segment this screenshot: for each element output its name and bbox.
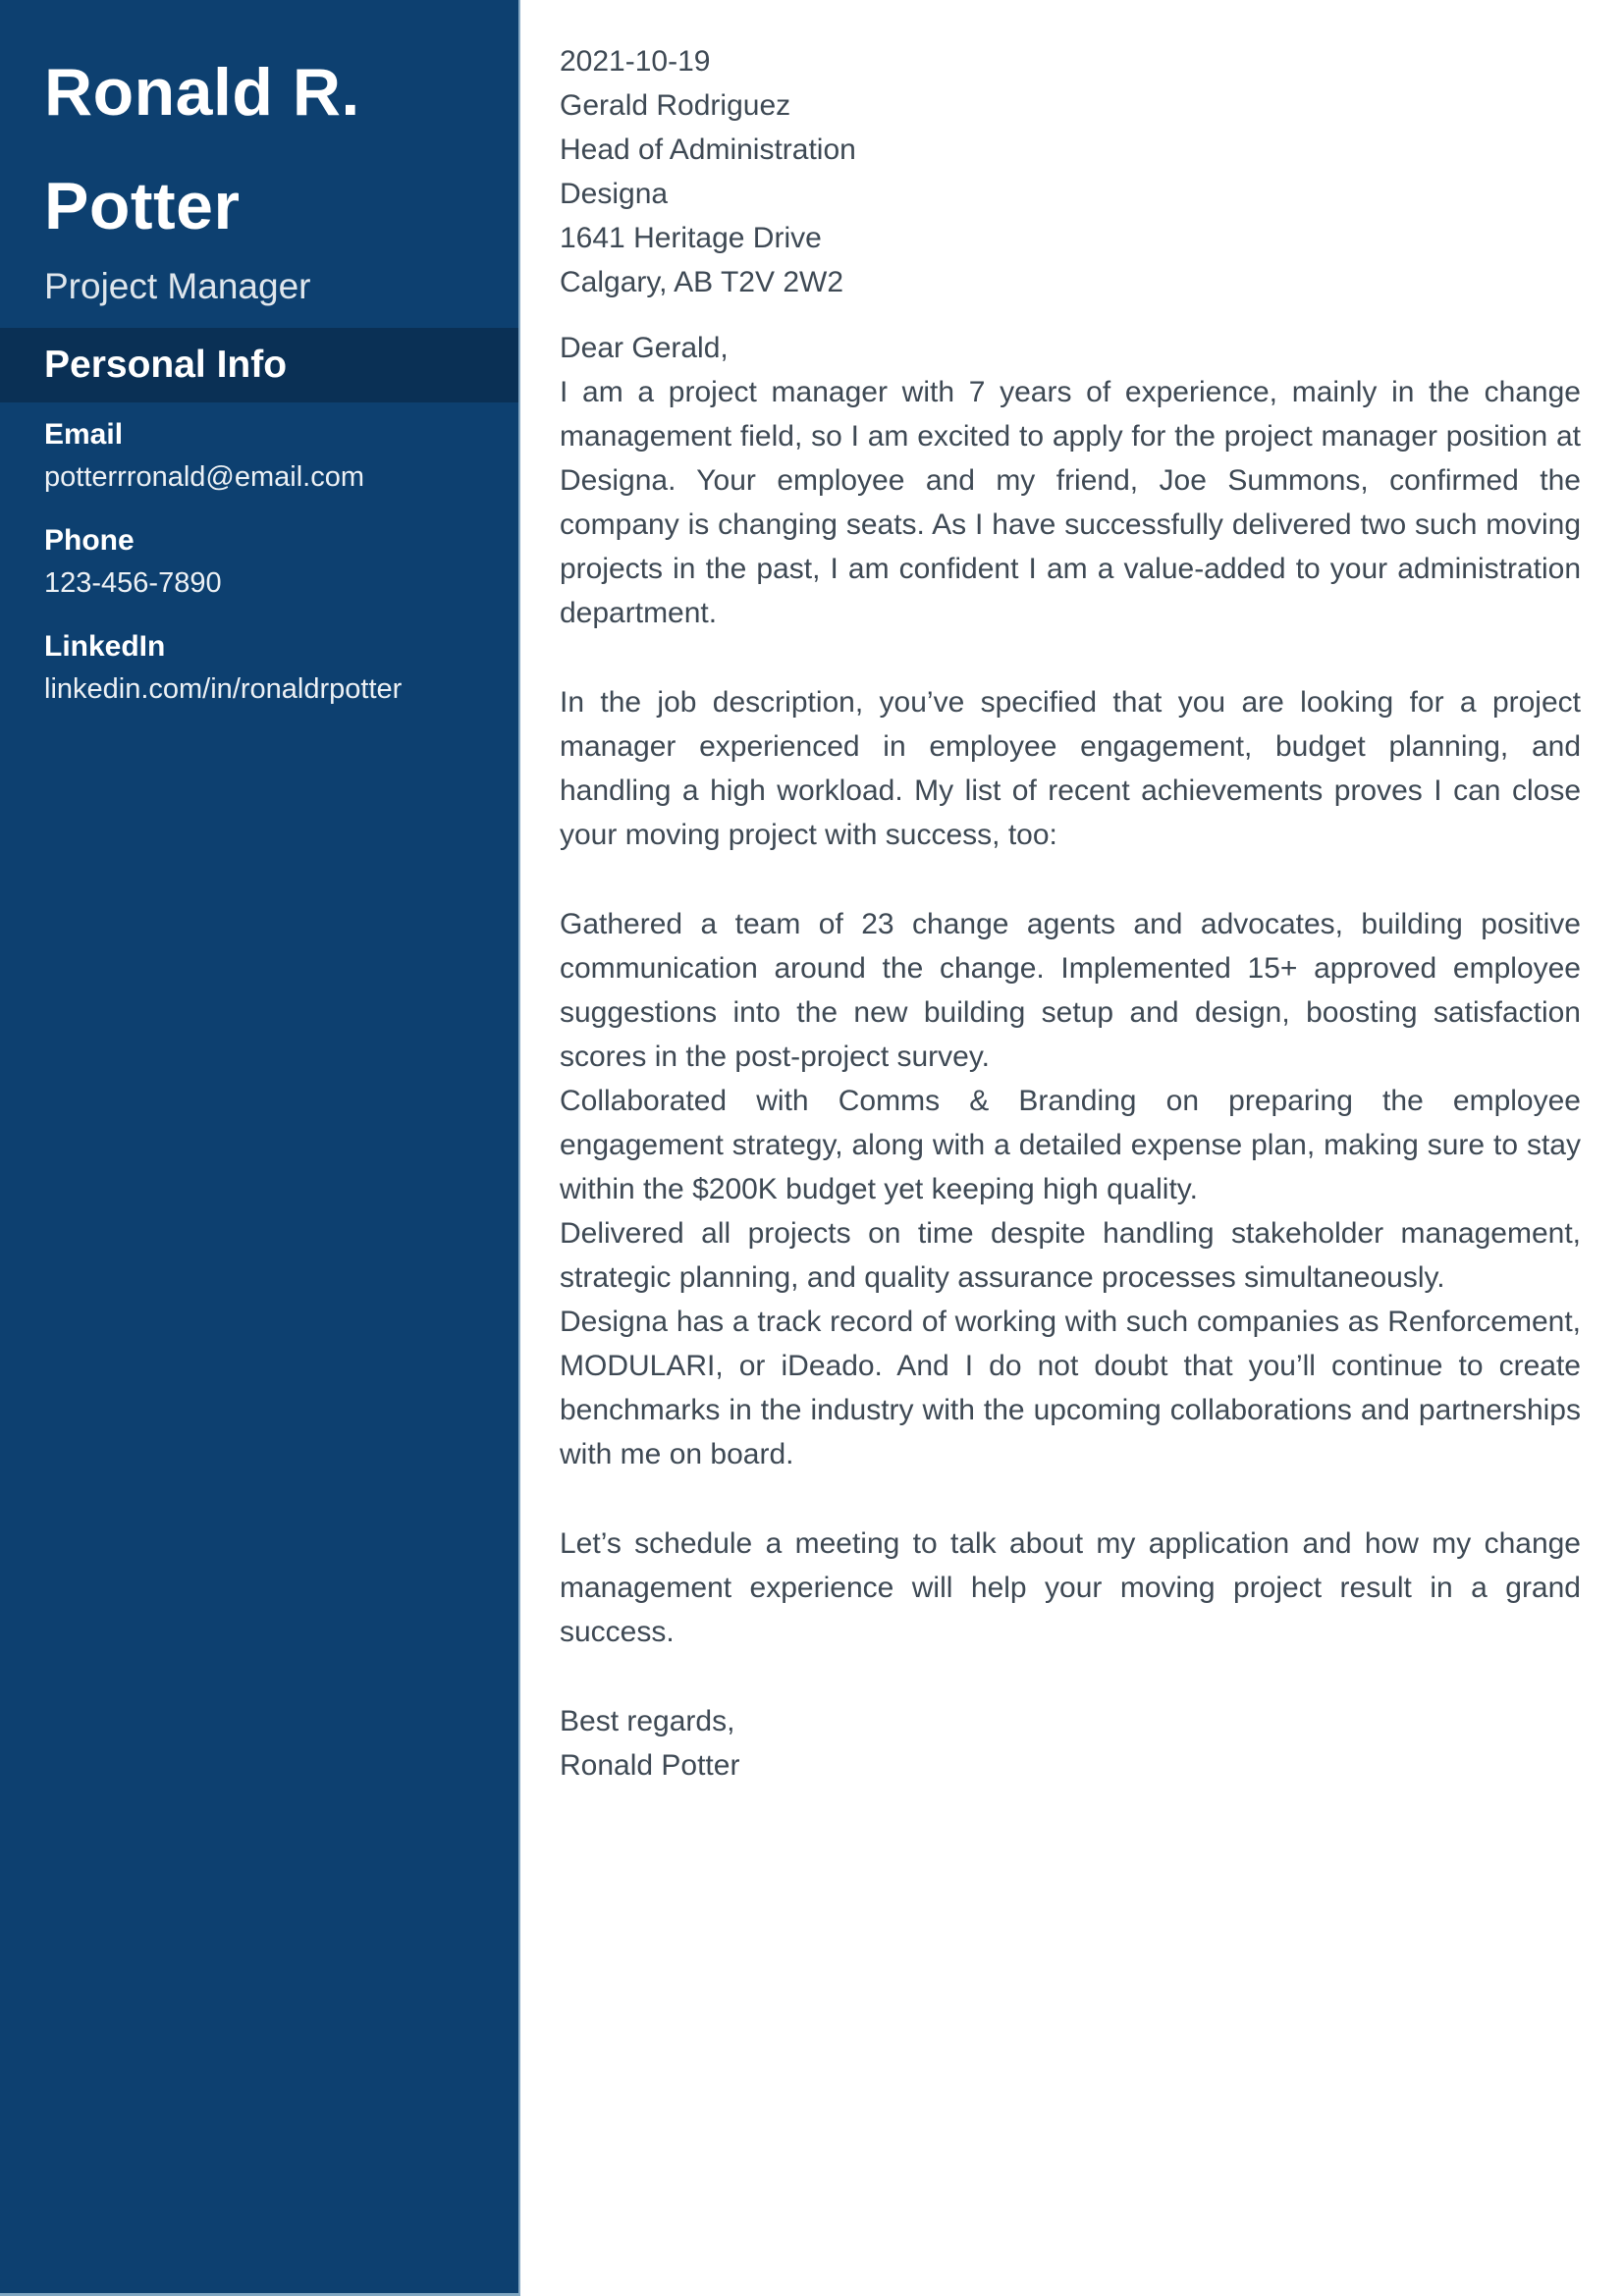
phone-value: 123-456-7890 bbox=[44, 567, 222, 599]
achievement-delivery: Delivered all projects on time despite handling stakeholder management, strategic planning, and quality assurance processes simultaneously. bbox=[560, 1217, 1581, 1294]
recipient-title: Head of Administration bbox=[560, 133, 856, 166]
paragraph-job-description: In the job description, you’ve specified that you are looking for a project manager experienced in employee engagement, budget planning, and handling a high workload. My list of recent achievements proves I can close your moving project with success, too: bbox=[560, 686, 1581, 851]
recipient-name: Gerald Rodriguez bbox=[560, 89, 791, 122]
signoff: Best regards, bbox=[560, 1705, 735, 1737]
person-name-line2: Potter bbox=[44, 169, 241, 243]
paragraph-intro: I am a project manager with 7 years of experience, mainly in the change management field, so I am excited to apply for the project manager position at Designa. Your employee and my friend, Joe Summons, confirmed the company is changing seats. As I have successfully delivered two such moving projects in the past, I am confident I am a value-added to your administration department. bbox=[560, 376, 1581, 629]
signoff-block bbox=[560, 1699, 1581, 1788]
personal-info-heading: Personal Info bbox=[44, 344, 288, 386]
recipient-company: Designa bbox=[560, 178, 669, 210]
sidebar bbox=[0, 0, 520, 2296]
letter-date: 2021-10-19 bbox=[560, 45, 711, 78]
achievement-comms: Collaborated with Comms & Branding on preparing the employee engagement strategy, along with a detailed expense plan, making sure to stay within the $200K budget yet keeping high quality. bbox=[560, 1085, 1581, 1205]
contact-group-phone bbox=[44, 520, 475, 605]
email-value: potterrronald@email.com bbox=[44, 461, 365, 493]
contact-list bbox=[44, 402, 475, 711]
signature: Ronald Potter bbox=[560, 1749, 740, 1782]
recipient-city: Calgary, AB T2V 2W2 bbox=[560, 266, 844, 298]
achievements-block bbox=[560, 902, 1581, 1476]
achievement-team: Gathered a team of 23 change agents and advocates, building positive communication around the change. Implemented 15+ approved employee suggestions into the new building setup and design, boosting satisfaction scores in the post-project survey. bbox=[560, 908, 1581, 1073]
person-name-line1: Ronald R. bbox=[44, 55, 360, 130]
contact-group-linkedin bbox=[44, 626, 475, 711]
achievement-designa: Designa has a track record of working with such companies as Renforcement, MODULARI, or iDeado. And I do not doubt that you’ll continue to create benchmarks in the industry with the upcoming collaborations and partnerships with me on board. bbox=[560, 1306, 1581, 1470]
job-title: Project Manager bbox=[44, 266, 311, 306]
personal-info-band bbox=[0, 328, 518, 402]
letter-body bbox=[520, 0, 1623, 2296]
salutation: Dear Gerald, bbox=[560, 332, 729, 364]
email-label: Email bbox=[44, 418, 124, 451]
contact-group-email bbox=[44, 414, 475, 499]
paragraph-closing: Let’s schedule a meeting to talk about my application and how my change management experience will help your moving project result in a grand success. bbox=[560, 1527, 1581, 1648]
linkedin-label: LinkedIn bbox=[44, 630, 166, 663]
linkedin-value: linkedin.com/in/ronaldrpotter bbox=[44, 673, 403, 705]
letter-header bbox=[560, 39, 1581, 304]
phone-label: Phone bbox=[44, 524, 135, 557]
person-name bbox=[44, 35, 475, 263]
recipient-street: 1641 Heritage Drive bbox=[560, 222, 822, 254]
